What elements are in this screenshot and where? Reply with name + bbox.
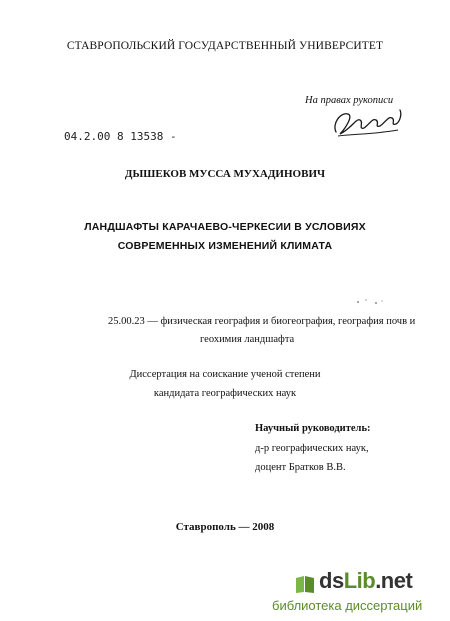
degree-line-2: кандидата географических наук bbox=[153, 388, 297, 399]
university-name: СТАВРОПОЛЬСКИЙ ГОСУДАРСТВЕННЫЙ УНИВЕРСИТЕТ bbox=[66, 40, 384, 52]
supervisor-name: доцент Братков В.В. bbox=[255, 462, 346, 473]
logo-suffix: .net bbox=[375, 568, 413, 593]
dslib-tagline: библиотека диссертаций bbox=[272, 598, 423, 613]
specialty-line-2: геохимия ландшафта bbox=[200, 334, 295, 345]
thesis-title-line-2: СОВРЕМЕННЫХ ИЗМЕНЕНИЙ КЛИМАТА bbox=[117, 240, 333, 252]
author-name: ДЫШЕКОВ МУССА МУХАДИНОВИЧ bbox=[124, 168, 326, 180]
supervisor-label: Научный руководитель: bbox=[255, 423, 371, 434]
specialty-line-1: 25.00.23 — физическая география и биогеография, география почв и bbox=[108, 316, 416, 327]
book-icon bbox=[294, 574, 316, 594]
dslib-watermark bbox=[272, 568, 450, 618]
logo-prefix: ds bbox=[319, 568, 344, 593]
degree-line-1: Диссертация на соискание ученой степени bbox=[129, 369, 321, 380]
city-year: Ставрополь — 2008 bbox=[175, 521, 275, 533]
handwritten-signature bbox=[330, 104, 405, 140]
dslib-logo bbox=[319, 568, 412, 594]
scan-specks bbox=[352, 296, 386, 308]
supervisor-degree: д-р географических наук, bbox=[255, 443, 369, 454]
manuscript-rights-label: На правах рукописи bbox=[305, 95, 394, 106]
thesis-title-line-1: ЛАНДШАФТЫ КАРАЧАЕВО-ЧЕРКЕСИИ В УСЛОВИЯХ bbox=[84, 221, 366, 233]
registration-number: 04.2.00 8 13538 - bbox=[64, 130, 177, 143]
logo-mid: Lib bbox=[343, 568, 376, 593]
